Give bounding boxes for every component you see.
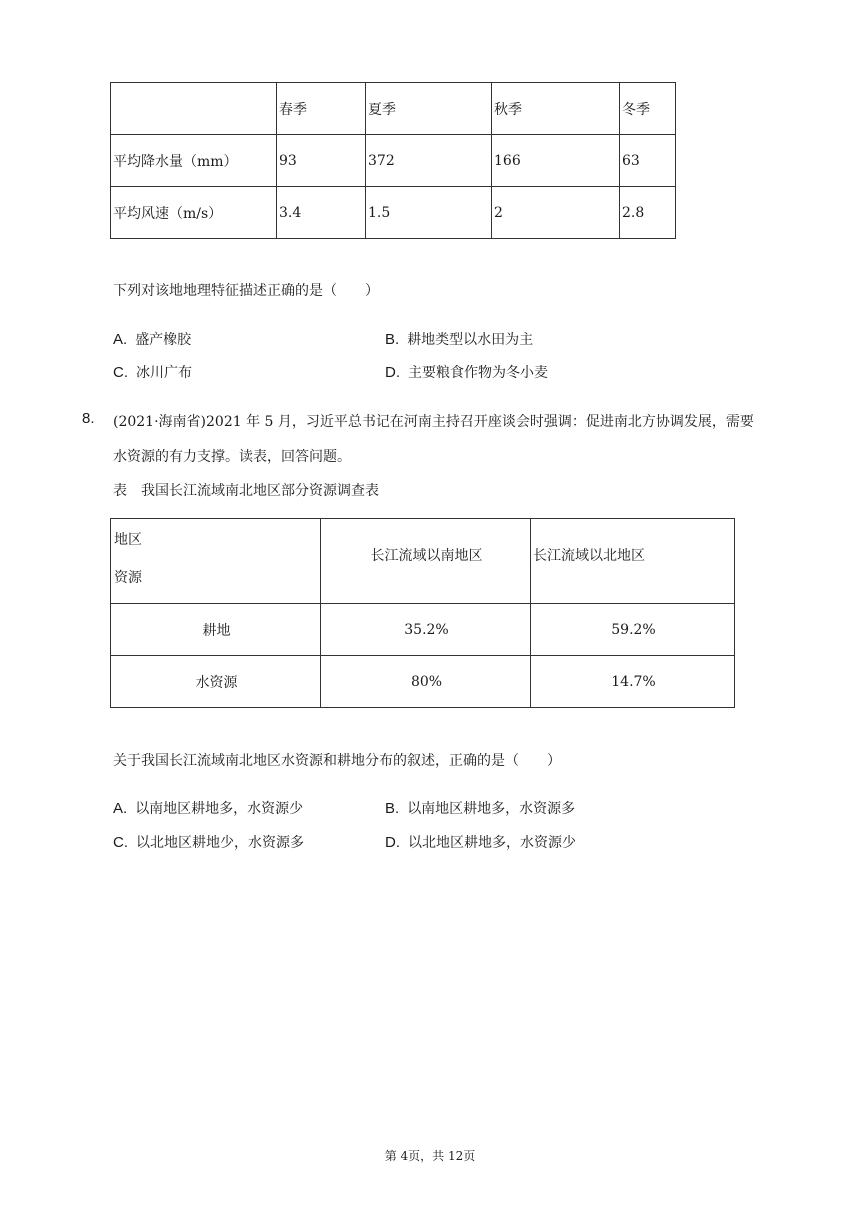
climate-table [110, 82, 676, 239]
option-letter: B. [385, 800, 400, 817]
option-b[interactable] [385, 329, 533, 349]
table-cell: 93 [277, 135, 366, 187]
table-cell: 长江流域以南地区 [321, 519, 531, 604]
table-cell: 372 [366, 135, 492, 187]
option-text: 盛产橡胶 [135, 332, 192, 348]
table-cell: 80% [321, 656, 531, 708]
option-text: 冰川广布 [136, 365, 192, 381]
question-stem: 关于我国长江流域南北地区水资源和耕地分布的叙述，正确的是（ ） [113, 753, 561, 769]
option-d[interactable] [385, 362, 548, 382]
table-cell: 14.7% [531, 656, 735, 708]
option-text: 以北地区耕地少，水资源多 [136, 835, 304, 851]
corner-label-bottom: 资源 [114, 570, 142, 586]
option-text: 耕地类型以水田为主 [407, 332, 534, 348]
table-cell: 35.2% [321, 604, 531, 656]
option-letter: C. [113, 834, 128, 851]
option-c[interactable] [113, 362, 192, 382]
table-row [111, 187, 676, 239]
table-cell [111, 83, 277, 135]
resource-table [110, 518, 735, 708]
table-cell: 166 [492, 135, 620, 187]
table-corner-cell [111, 519, 321, 604]
table-cell: 3.4 [277, 187, 366, 239]
question-text-line-1: (2021·海南省)2021 年 5 月，习近平总书记在河南主持召开座谈会时强调：促进南北方协调发展，需要 [113, 414, 754, 430]
table-cell: 春季 [277, 83, 366, 135]
option-letter: A. [113, 800, 128, 817]
option-letter: B. [385, 331, 400, 348]
table-caption: 表 我国长江流域南北地区部分资源调查表 [113, 483, 379, 499]
option-letter: D. [385, 834, 400, 851]
option-text: 主要粮食作物为冬小麦 [408, 365, 548, 381]
option-letter: D. [385, 364, 400, 381]
table-header-row [111, 519, 735, 604]
corner-label-top: 地区 [114, 532, 142, 548]
table-cell: 水资源 [111, 656, 321, 708]
table-cell: 59.2% [531, 604, 735, 656]
option-letter: C. [113, 364, 128, 381]
table-cell: 1.5 [366, 187, 492, 239]
option-a[interactable] [113, 798, 303, 818]
table-cell: 秋季 [492, 83, 620, 135]
question-number: 8. [82, 410, 95, 427]
option-text: 以南地区耕地多，水资源多 [407, 801, 576, 817]
page-footer: 第 4页，共 12页 [384, 1149, 476, 1163]
option-text: 以南地区耕地多，水资源少 [135, 801, 304, 817]
table-cell: 63 [620, 135, 676, 187]
table-cell: 平均风速（m/s） [111, 187, 277, 239]
option-text: 以北地区耕地多，水资源少 [408, 835, 576, 851]
table-cell: 2.8 [620, 187, 676, 239]
table-cell: 耕地 [111, 604, 321, 656]
option-letter: A. [113, 331, 128, 348]
table-row [111, 604, 735, 656]
table-cell: 夏季 [366, 83, 492, 135]
table-cell: 冬季 [620, 83, 676, 135]
table-header-row [111, 83, 676, 135]
table-row [111, 135, 676, 187]
option-c[interactable] [113, 832, 304, 852]
table-row [111, 656, 735, 708]
table-cell: 平均降水量（mm） [111, 135, 277, 187]
option-d[interactable] [385, 832, 576, 852]
table-cell: 长江流域以北地区 [531, 519, 735, 604]
question-text-line-2: 水资源的有力支撑。读表，回答问题。 [113, 449, 351, 465]
question-stem: 下列对该地地理特征描述正确的是（ ） [113, 283, 379, 299]
option-b[interactable] [385, 798, 575, 818]
table-cell: 2 [492, 187, 620, 239]
option-a[interactable] [113, 329, 191, 349]
